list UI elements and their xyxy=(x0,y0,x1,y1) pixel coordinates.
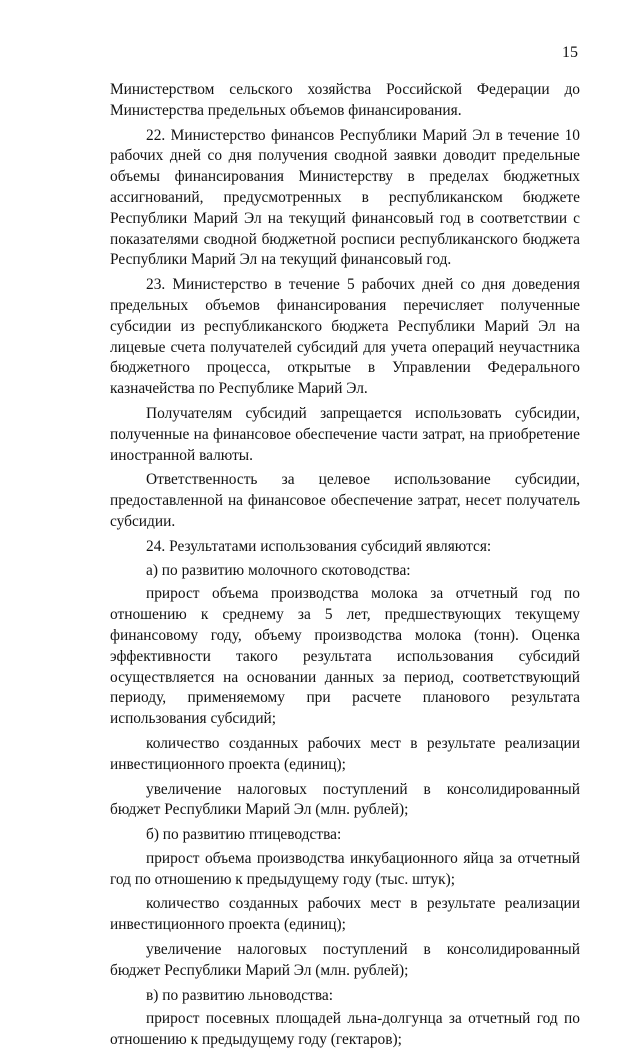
paragraph-poultry-eggs: прирост объема производства инкубационного яйца за отчетный год по отношению к предыдущему году (тыс. штук); xyxy=(110,849,580,888)
paragraph-dairy-taxes: увеличение налоговых поступлений в консолидированный бюджет Республики Марий Эл (млн. рублей); xyxy=(110,780,580,819)
paragraph-poultry-taxes: увеличение налоговых поступлений в консолидированный бюджет Республики Марий Эл (млн. рублей); xyxy=(110,941,580,979)
paragraph-flax-area: прирост посевных площадей льна-долгунца за отчетный год по отношению к предыдущему году (гектаров); xyxy=(110,1010,580,1049)
document-body xyxy=(110,80,580,1055)
subheading-poultry: б) по развитию птицеводства: xyxy=(146,826,342,844)
subheading-flax: в) по развитию льноводства: xyxy=(146,986,334,1004)
paragraph-item-24: 24. Результатами использования субсидий являются: xyxy=(146,537,492,555)
paragraph-continuation: Министерством сельского хозяйства Российской Федерации до Министерства предельных объемов финансирования. xyxy=(110,81,580,119)
paragraph-poultry-jobs: количество созданных рабочих мест в результате реализации инвестиционного проекта (единиц); xyxy=(110,895,580,934)
paragraph-responsibility: Ответственность за целевое использование субсидии, предоставленной на финансовое обеспечение затрат, несет получатель субсидии. xyxy=(110,471,580,530)
paragraph-item-23: 23. Министерство в течение 5 рабочих дней со дня доведения предельных объемов финансирования перечисляет полученные субсидии из республиканского бюджета Республики Марий Эл на лицевые счета получателей субсидий для учета операций неучастника бюджетного процесса, открытые в Управлении Федерального казначейства по Республике Марий Эл. xyxy=(110,276,580,398)
subheading-dairy: а) по развитию молочного скотоводства: xyxy=(146,561,411,579)
paragraph-dairy-jobs: количество созданных рабочих мест в результате реализации инвестиционного проекта (единиц); xyxy=(110,734,580,773)
paragraph-dairy-milk-growth: прирост объема производства молока за отчетный год по отношению к среднему за 5 лет, предшествующих текущему финансовому году, объему производства молока (тонн). Оценка эффективности такого результата использования субсидий осуществляется на основании данных за период, соответствующий периоду, применяемому при расчете планового результата использования субсидий; xyxy=(110,585,580,728)
paragraph-prohibition: Получателям субсидий запрещается использовать субсидии, полученные на финансовое обеспечение части затрат, на приобретение иностранной валюты. xyxy=(110,404,580,464)
paragraph-item-22: 22. Министерство финансов Республики Марий Эл в течение 10 рабочих дней со дня получения сводной заявки доводит предельные объемы финансирования Министерству в пределах бюджетных ассигнований, предусмотренных в республиканском бюджете Республики Марий Эл на текущий финансовый год в соответствии с показателями сводной бюджетной росписи республиканского бюджета Республики Марий Эл на текущий финансовый год. xyxy=(110,126,580,269)
page-number: 15 xyxy=(562,44,578,61)
